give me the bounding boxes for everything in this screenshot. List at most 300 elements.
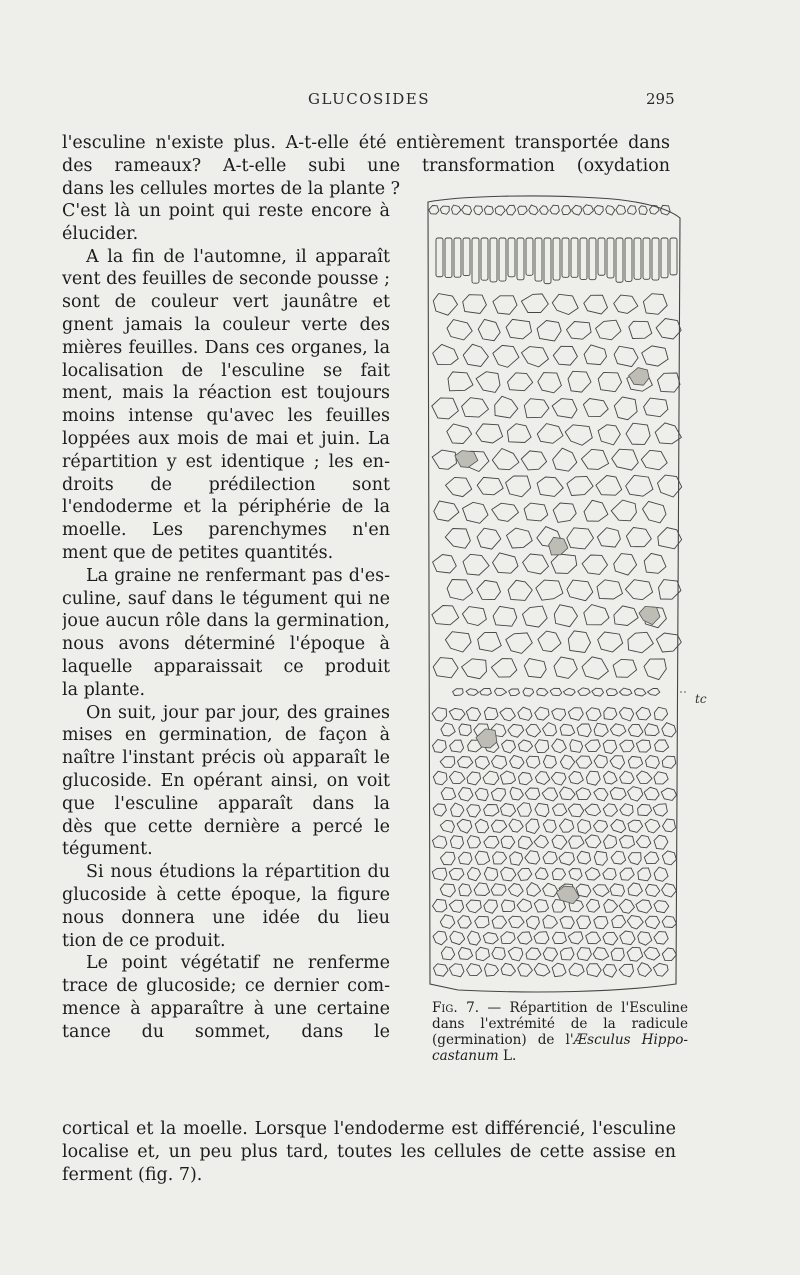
figure-cell [611, 819, 626, 832]
text-line: ment que de petites quantités. [62, 542, 334, 563]
figure-cell [466, 900, 481, 913]
text-line: glucoside à cette époque, la figure [62, 884, 390, 905]
figure-cell [499, 238, 506, 281]
text-line: tance du sommet, dans le [62, 1021, 390, 1042]
figure-cell [458, 916, 472, 929]
text-line: Le point végétatif ne renferme [86, 953, 390, 974]
figure-cell [433, 658, 458, 678]
figure-cell [639, 206, 648, 215]
body-text-top [62, 132, 670, 200]
text-line: des rameaux? A-t-elle subi une transformation (oxydation [62, 155, 670, 176]
figure-cell [619, 899, 634, 913]
figure-cell [568, 804, 583, 817]
figure-cell [472, 238, 479, 283]
figure-cell [542, 788, 558, 801]
figure-cell [639, 606, 660, 624]
figure-cell [604, 708, 617, 720]
figure-cell [620, 836, 635, 849]
figure-cell [484, 867, 498, 880]
figure-cell [585, 740, 600, 752]
figure-cell [592, 688, 604, 696]
figure-cell [433, 931, 447, 945]
figure-cell [559, 819, 573, 832]
figure-cell [432, 450, 456, 469]
figure-cell [577, 851, 591, 864]
text-line: sont de couleur vert jaunâtre et [62, 292, 390, 313]
figure-cell [508, 884, 523, 897]
figure-cell [662, 723, 676, 737]
text-line: moins intense qu'avec les feuilles [62, 406, 390, 427]
figure-cell [445, 529, 470, 549]
figure-cell [610, 724, 626, 736]
figure-cell [550, 688, 562, 695]
figure-cell [463, 554, 489, 575]
figure-cell [567, 580, 593, 601]
figure-cell [440, 915, 455, 929]
figure-cell [476, 729, 497, 748]
figure-cell [662, 851, 676, 865]
figure-cell [467, 805, 481, 818]
figure-cell [577, 916, 591, 929]
figure-cell [607, 238, 614, 278]
figure-cell [441, 723, 455, 736]
figure-cell [553, 238, 560, 280]
figure-cell [445, 238, 452, 278]
figure-cell [449, 868, 464, 880]
figure-cell [553, 448, 577, 471]
figure-cell [458, 757, 473, 769]
figure-cell [525, 851, 540, 864]
caption-text: — Répartition de l'Esculine [479, 1000, 688, 1016]
text-line: C'est là un point qui reste encore à [62, 201, 390, 221]
figure-cell [626, 423, 650, 444]
figure-cell [508, 724, 524, 737]
figure-cell [493, 852, 507, 864]
figure-cell [620, 804, 633, 816]
figure-cell [662, 948, 676, 961]
figure-cell [625, 580, 652, 600]
figure-cell [571, 238, 578, 277]
figure-cell [518, 707, 532, 720]
figure-cell [654, 867, 668, 881]
figure-cell [565, 425, 592, 446]
figure-cell [563, 688, 575, 695]
figure-cell [485, 964, 499, 977]
figure-cell [433, 771, 447, 785]
caption-line [412, 1048, 688, 1064]
figure-cell [523, 688, 534, 696]
figure-cell [543, 755, 556, 768]
figure-cell [636, 707, 651, 720]
figure-cell [543, 723, 557, 736]
figure-cell [440, 852, 455, 865]
figure-cell [543, 852, 557, 864]
figure-cell [524, 659, 546, 678]
figure-label-tc: tc [695, 692, 707, 706]
figure-cell [522, 347, 549, 367]
figure-cell [539, 206, 548, 215]
figure-cell [552, 739, 567, 753]
figure-cell [614, 606, 638, 626]
figure-cell [628, 206, 637, 215]
text-line: nous avons déterminé l'époque à [62, 634, 390, 655]
figure-cell [432, 868, 447, 880]
figure-cell [585, 804, 601, 816]
figure-radicle-section [418, 194, 686, 994]
figure-cell [459, 852, 473, 864]
figure-cell [433, 294, 457, 316]
figure-cell [611, 851, 626, 864]
figure-cell [643, 238, 650, 279]
figure-cell [662, 916, 676, 927]
figure-cell [620, 771, 635, 784]
figure-cell [578, 820, 591, 834]
figure-cell [626, 475, 653, 496]
figure-cell [535, 772, 549, 785]
figure-cell [450, 931, 465, 945]
figure-cell [476, 372, 500, 393]
figure-cell [534, 900, 548, 912]
figure-cell [577, 948, 591, 961]
figure-cell [594, 820, 608, 832]
figure-cell [670, 238, 677, 275]
figure-cell [586, 899, 599, 912]
figure-cell [481, 238, 488, 280]
figure-cell [629, 368, 649, 386]
figure-cell [654, 932, 668, 945]
figure-cell [654, 901, 669, 913]
figure-cell [467, 867, 480, 880]
figure-cell [560, 724, 575, 735]
figure-cell [492, 503, 519, 521]
figure-cell [551, 554, 577, 573]
figure-cell [543, 820, 556, 833]
figure-cell [568, 708, 583, 721]
figure-cell [475, 788, 488, 800]
figure-cell [491, 788, 505, 801]
figure-cell [508, 580, 532, 600]
figure-cell [448, 372, 473, 391]
figure-cell [521, 451, 546, 470]
figure-cell [466, 689, 478, 696]
text-line: tion de ce produit. [62, 930, 226, 951]
figure-cell [638, 963, 652, 977]
figure-cell [643, 501, 667, 523]
figure-cell [612, 916, 626, 928]
figure-cell [526, 724, 541, 737]
caption-line: dans l'extrémité de la radicule [432, 1016, 688, 1032]
figure-cell [603, 804, 617, 817]
figure-cell [432, 606, 459, 625]
text-line: mières feuilles. Dans ces organes, la [62, 337, 390, 358]
figure-cell [492, 449, 519, 470]
figure-cell [594, 755, 607, 768]
figure-cell [501, 932, 515, 944]
figure-cell [569, 869, 582, 881]
figure-cell [646, 884, 660, 896]
figure-cell [507, 424, 531, 443]
figure-cell [445, 632, 471, 652]
figure-cell [560, 787, 576, 800]
figure-cell [450, 740, 464, 752]
figure-cell [648, 688, 660, 695]
text-line: A la fin de l'automne, il apparaît [86, 246, 390, 267]
figure-cell [611, 948, 624, 961]
figure-cell [616, 205, 626, 214]
text-line: glucoside. En opérant ainsi, on voit [62, 770, 390, 791]
figure-cell [517, 238, 524, 280]
caption-line [412, 1032, 688, 1048]
figure-cell [455, 451, 478, 468]
figure-cell [597, 528, 620, 547]
figure-cell [616, 238, 623, 282]
figure-cell [534, 932, 549, 944]
figure-cell [645, 916, 660, 929]
text-line: localise et, un peu plus tard, toutes les cellules de cette assise en [62, 1141, 676, 1162]
figure-cell [500, 771, 515, 784]
figure-cell [433, 740, 447, 753]
figure-cell [634, 238, 641, 279]
figure-cell [450, 836, 463, 849]
figure-cell [478, 319, 500, 340]
figure-cell [506, 476, 531, 497]
figure-cell [493, 345, 519, 367]
figure-cell [612, 449, 639, 470]
figure-cell [552, 294, 578, 314]
figure-cell [493, 296, 517, 315]
figure-cell [584, 345, 606, 365]
figure-cell [562, 238, 569, 277]
figure-cell [661, 788, 676, 800]
figure-cell [509, 689, 520, 696]
figure-cell [614, 554, 637, 576]
figure-cell [478, 632, 502, 651]
figure-cell [474, 206, 483, 215]
figure-cell [587, 964, 602, 977]
text-line: culine, sauf dans le tégument qui ne [62, 588, 390, 609]
figure-cell [537, 424, 563, 444]
figure-cell [524, 503, 548, 521]
figure-cell [598, 372, 621, 391]
figure-cell [628, 820, 643, 832]
figure-cell [517, 899, 532, 912]
figure-cell [603, 868, 616, 880]
figure-cell [467, 964, 482, 976]
figure-cell [552, 835, 567, 849]
figure-cell [654, 772, 668, 784]
figure-cell [476, 947, 490, 960]
figure-cell [594, 206, 603, 215]
page-number: 295 [646, 90, 675, 108]
figure-cell [458, 947, 472, 959]
text-line: La graine ne renfermant pas d'es- [86, 565, 390, 586]
figure-cell [493, 606, 517, 626]
figure-cell [501, 867, 516, 881]
figure-cell [433, 555, 457, 574]
figure-cell [593, 948, 609, 961]
figure-cell [652, 238, 659, 280]
figure-cell [637, 771, 653, 783]
figure-cell [594, 851, 607, 865]
figure-cell [508, 373, 533, 391]
figure-cell [508, 238, 515, 277]
figure-cell [646, 756, 660, 769]
figure-cell [484, 707, 498, 719]
figure-cell [495, 396, 518, 418]
figure-cell [644, 852, 659, 864]
figure-cell [638, 932, 652, 946]
figure-cell [463, 344, 488, 366]
text-line: nous donnera une idée du lieu [62, 907, 390, 928]
figure-cell [655, 423, 681, 444]
figure-cell [576, 788, 591, 800]
text-line: joue aucun rôle dans la germination, [62, 611, 390, 632]
figure-cell [582, 555, 607, 574]
figure-cell [429, 206, 439, 215]
figure-cell [604, 771, 618, 784]
figure-cell [552, 963, 566, 976]
figure-cell [433, 899, 447, 912]
figure-cell [526, 916, 539, 929]
figure-cell [538, 631, 561, 652]
figure-cell [614, 397, 637, 420]
figure-cell [598, 632, 623, 652]
figure-cell [572, 205, 582, 215]
text-line: ment, mais la réaction est toujours [62, 383, 390, 404]
figure-cell [586, 771, 600, 785]
figure-cell [614, 295, 638, 313]
text-line: cortical et la moelle. Lorsque l'endoderme est différencié, l'esculine [62, 1119, 676, 1139]
figure-cell [598, 238, 605, 275]
figure-outline [428, 196, 680, 992]
figure-cell [645, 724, 660, 736]
figure-cell [518, 740, 532, 752]
figure-cell [628, 883, 642, 896]
figure-cell [500, 708, 516, 721]
figure-cell [441, 947, 454, 960]
figure-cell [535, 707, 549, 720]
figure-cell [628, 632, 653, 653]
figure-cell [655, 740, 669, 752]
running-head-title: GLUCOSIDES [308, 90, 430, 108]
text-line: vent des feuilles de seconde pousse ; [62, 269, 390, 290]
figure-cell [568, 631, 590, 653]
figure-cell [663, 819, 676, 832]
figure-cell [597, 580, 623, 599]
figure-cell [569, 836, 584, 848]
figure-cell [619, 964, 633, 977]
figure-cell [463, 238, 470, 276]
figure-cell [508, 947, 523, 961]
figure-cell [493, 553, 519, 573]
caption-species: castanum [432, 1048, 499, 1064]
figure-cell [638, 804, 652, 815]
figure-cell [475, 819, 488, 833]
figure-cell [554, 605, 577, 627]
figure-cell [620, 868, 634, 880]
figure-cell [463, 295, 487, 314]
figure-cell [484, 805, 499, 817]
figure-cell [474, 883, 490, 896]
figure-cell [560, 917, 574, 929]
figure-cell [535, 803, 549, 816]
text-line: l'esculine n'existe plus. A-t-elle été entièrement transportée dans [62, 133, 670, 153]
figure-cell [628, 787, 643, 802]
figure-cell [594, 723, 608, 736]
text-line: que l'esculine apparaît dans la [62, 793, 390, 814]
figure-cell [580, 238, 587, 280]
figure-cell [603, 740, 617, 753]
figure-cell [518, 932, 533, 944]
figure-cell [490, 238, 497, 282]
text-line: l'endoderme et la périphérie de la [62, 497, 390, 518]
figure-cell [583, 399, 608, 417]
figure-cell [466, 708, 480, 721]
text-line: Si nous étudions la répartition du [86, 862, 390, 883]
figure-cell [459, 884, 472, 896]
figure-cell [491, 884, 506, 896]
figure-cell [434, 964, 449, 976]
figure-cell [440, 820, 454, 832]
figure-cell [661, 238, 668, 278]
figure-cell [543, 948, 557, 962]
figure-cell [554, 657, 577, 678]
figure-cell [529, 205, 539, 215]
figure-cell [492, 947, 505, 959]
figure-cell [537, 477, 563, 496]
figure-cell [492, 756, 507, 770]
figure-cells [428, 196, 682, 992]
figure-cell [433, 344, 459, 364]
figure-cell [634, 689, 646, 697]
figure-cell [586, 932, 601, 944]
figure-cell [484, 206, 493, 215]
figure-cell [585, 868, 600, 880]
figure-cell [636, 835, 650, 847]
figure-cell [598, 425, 620, 445]
figure-cell [604, 899, 618, 912]
figure-cell [495, 206, 505, 215]
figure-cell [567, 322, 592, 340]
figure-cell [535, 238, 542, 281]
figure-cell [534, 835, 548, 848]
text-line: mence à apparaître à une certaine [62, 998, 390, 1019]
figure-cell [526, 819, 539, 834]
figure-cell [560, 755, 574, 769]
figure-cell [638, 868, 651, 881]
figure-cell [606, 689, 617, 696]
figure-cell [492, 916, 507, 928]
figure-cell [627, 916, 643, 930]
figure-cell [613, 659, 637, 677]
body-text-column [62, 200, 390, 1043]
running-head [0, 90, 800, 114]
figure-cell [462, 607, 486, 626]
figure-cell [653, 804, 667, 816]
figure-cell [629, 321, 652, 338]
figure-cell [524, 399, 549, 418]
figure-cell [593, 885, 609, 897]
figure-cell [628, 725, 643, 737]
text-line: tégument. [62, 839, 153, 860]
figure-cell [483, 771, 499, 785]
figure-cell [619, 688, 632, 695]
figure-cell [537, 321, 561, 342]
figure-cell [582, 657, 608, 679]
figure-cell [494, 688, 506, 695]
figure-cell [552, 399, 577, 418]
text-line: loppées aux mois de mai et juin. La [62, 428, 390, 449]
